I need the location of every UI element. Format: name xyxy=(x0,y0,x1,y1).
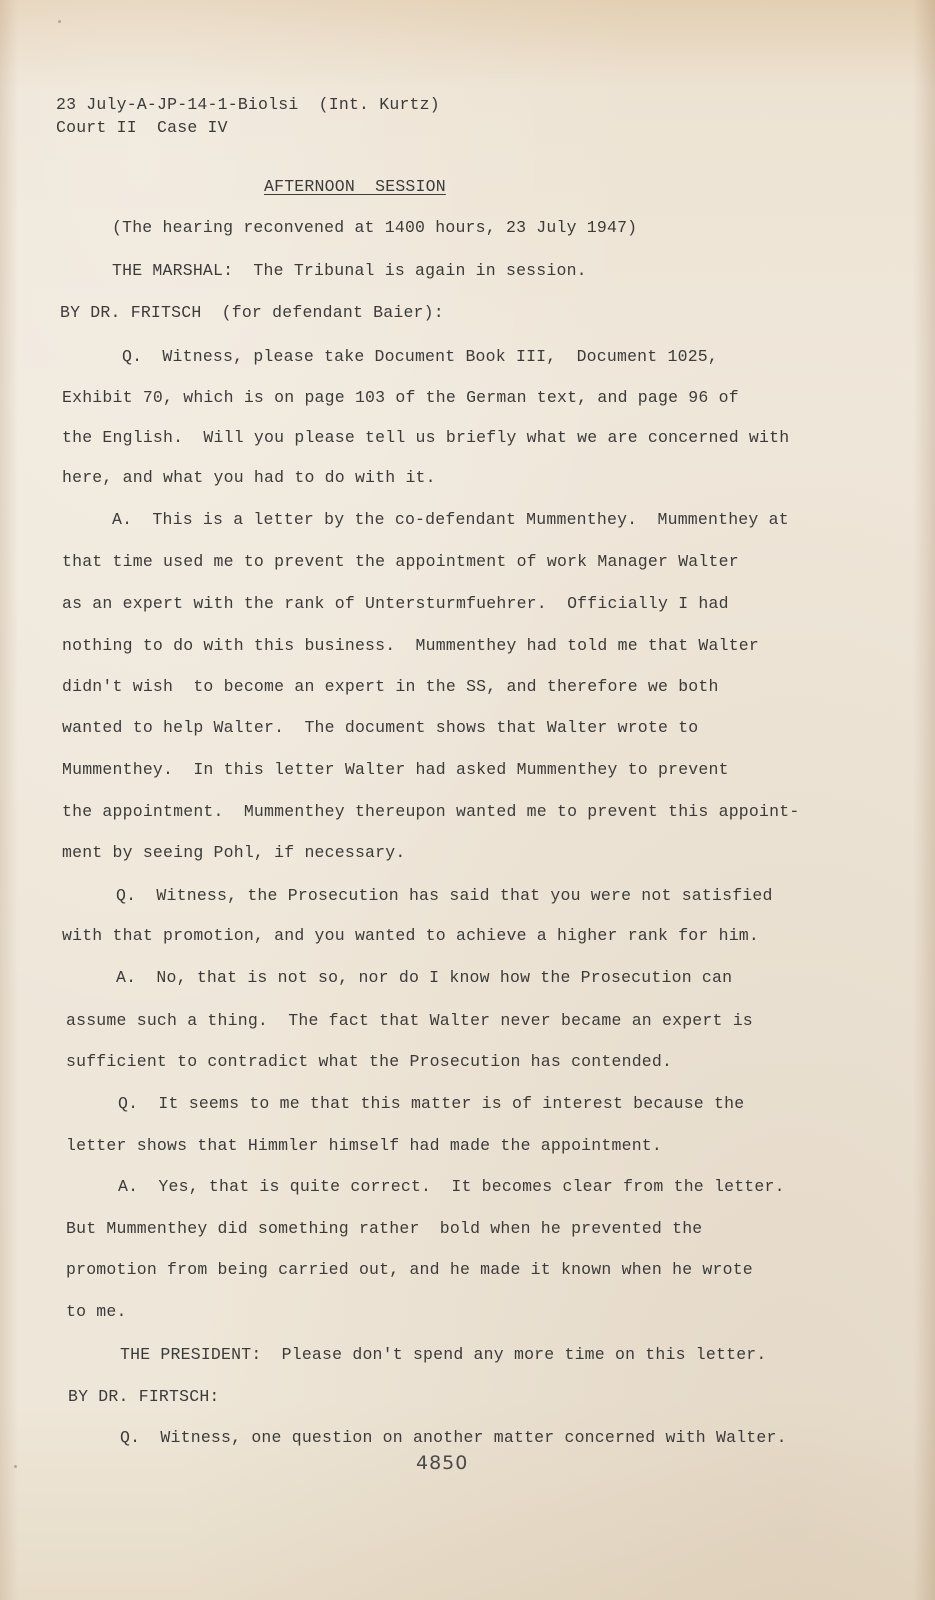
transcript-line: Q. It seems to me that this matter is of interest because the xyxy=(118,1094,745,1113)
transcript-line: that time used me to prevent the appointment of work Manager Walter xyxy=(62,552,739,571)
transcript-line: wanted to help Walter. The document shows that Walter wrote to xyxy=(62,718,699,737)
paper-speck xyxy=(58,20,61,23)
section-title: AFTERNOON SESSION xyxy=(264,177,446,196)
transcript-line: BY DR. FIRTSCH: xyxy=(68,1387,220,1406)
transcript-line: the English. Will you please tell us briefly what we are concerned with xyxy=(62,428,790,447)
transcript-line: THE MARSHAL: The Tribunal is again in session. xyxy=(112,261,587,280)
paper-edge-right xyxy=(913,0,935,1600)
transcript-line: letter shows that Himmler himself had made the appointment. xyxy=(66,1136,662,1155)
paper-speck xyxy=(14,1465,17,1468)
transcript-line: to me. xyxy=(66,1302,127,1321)
transcript-line: Q. Witness, the Prosecution has said that you were not satisfied xyxy=(116,886,773,905)
header-line-2: Court II Case IV xyxy=(56,118,228,137)
transcript-line: Mummenthey. In this letter Walter had asked Mummenthey to prevent xyxy=(62,760,729,779)
paper-edge-left xyxy=(0,0,18,1600)
transcript-line: didn't wish to become an expert in the SS, and therefore we both xyxy=(62,677,719,696)
transcript-line: Exhibit 70, which is on page 103 of the German text, and page 96 of xyxy=(62,388,739,407)
transcript-line: nothing to do with this business. Mummenthey had told me that Walter xyxy=(62,636,760,655)
transcript-line: Q. Witness, one question on another matter concerned with Walter. xyxy=(120,1428,787,1447)
transcript-line: with that promotion, and you wanted to achieve a higher rank for him. xyxy=(62,926,760,945)
transcript-line: THE PRESIDENT: Please don't spend any more time on this letter. xyxy=(120,1345,767,1364)
transcript-line: ment by seeing Pohl, if necessary. xyxy=(62,843,406,862)
transcript-line: A. This is a letter by the co-defendant Mummenthey. Mummenthey at xyxy=(112,510,789,529)
transcript-line: A. Yes, that is quite correct. It becomes clear from the letter. xyxy=(118,1177,785,1196)
transcript-line: A. No, that is not so, nor do I know how the Prosecution can xyxy=(116,968,733,987)
transcript-line: promotion from being carried out, and he made it known when he wrote xyxy=(66,1260,753,1279)
transcript-line: But Mummenthey did something rather bold when he prevented the xyxy=(66,1219,703,1238)
transcript-line: BY DR. FRITSCH (for defendant Baier): xyxy=(60,303,444,322)
transcript-line: here, and what you had to do with it. xyxy=(62,468,436,487)
header-line-1: 23 July-A-JP-14-1-Biolsi (Int. Kurtz) xyxy=(56,95,440,114)
page-number: 4850 xyxy=(416,1452,469,1474)
transcript-line: (The hearing reconvened at 1400 hours, 23 July 1947) xyxy=(112,218,638,237)
transcript-line: assume such a thing. The fact that Walter never became an expert is xyxy=(66,1011,753,1030)
transcript-line: as an expert with the rank of Untersturmfuehrer. Officially I had xyxy=(62,594,729,613)
transcript-line: sufficient to contradict what the Prosecution has contended. xyxy=(66,1052,673,1071)
transcript-line: Q. Witness, please take Document Book III, Document 1025, xyxy=(122,347,718,366)
transcript-line: the appointment. Mummenthey thereupon wanted me to prevent this appoint- xyxy=(62,802,800,821)
